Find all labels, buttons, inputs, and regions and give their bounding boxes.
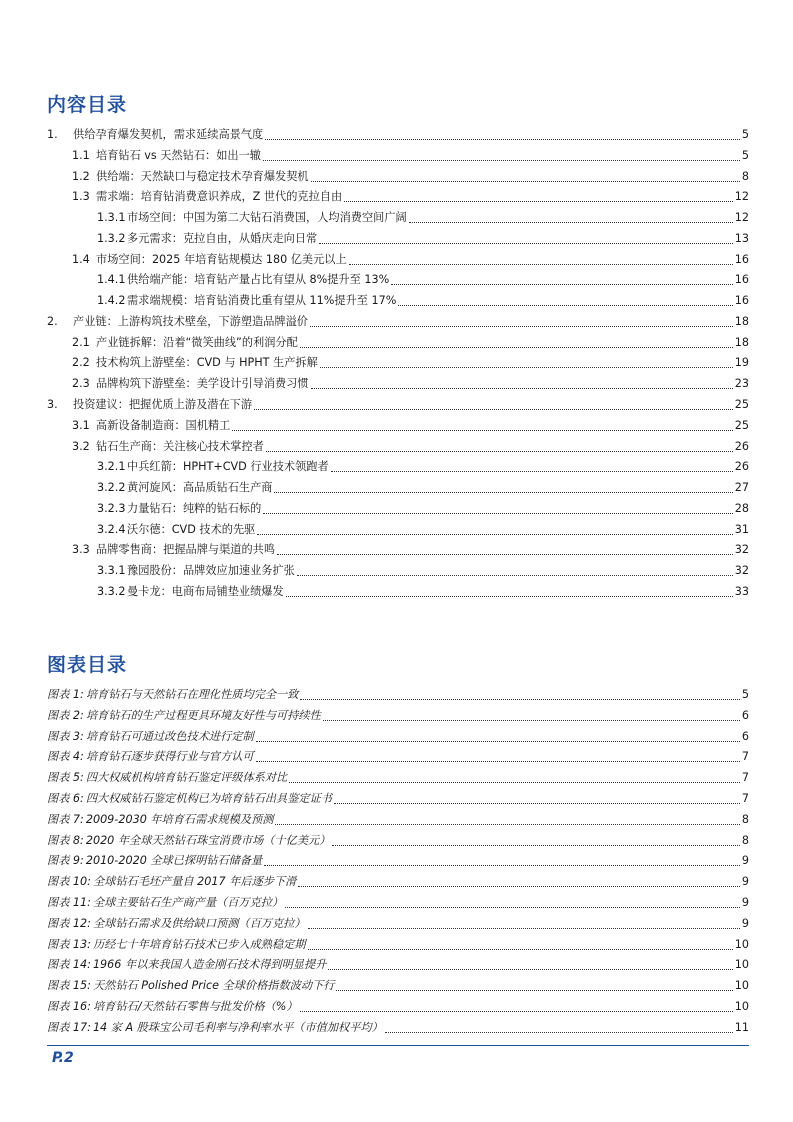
figure-entry-number: 图表 10: <box>47 875 91 889</box>
figure-entry-text: 2009-2030 年培育石需求规模及预测 <box>85 812 274 826</box>
figure-entry-number: 图表 2: <box>47 708 84 722</box>
figure-entry-page: 9 <box>741 896 749 909</box>
dot-leader <box>300 699 739 700</box>
dot-leader <box>308 949 733 950</box>
toc-entry-number: 1.4.1 <box>97 273 126 287</box>
dot-leader <box>311 181 740 182</box>
toc-entry[interactable] <box>72 376 749 392</box>
dot-leader <box>275 824 739 825</box>
figure-entry-text: 1966 年以来我国人造金刚石技术得到明显提升 <box>92 958 327 972</box>
toc-entry-number: 1.3.1 <box>97 211 126 225</box>
toc-entry-text: 黄河旋风：高品质钻石生产商 <box>127 481 273 495</box>
figure-entry-number: 图表 6: <box>47 792 84 805</box>
toc-entry-page: 23 <box>734 377 749 391</box>
dot-leader <box>274 492 732 493</box>
toc-entry[interactable] <box>72 355 749 371</box>
toc-entry-page: 12 <box>734 190 749 204</box>
toc-entry-text: 品牌零售商：把握品牌与渠道的共鸣 <box>96 543 276 557</box>
toc-entry[interactable] <box>97 501 749 517</box>
figure-entry-page: 6 <box>741 729 749 743</box>
figure-entry-number: 图表 8: <box>47 833 84 847</box>
figure-entry[interactable] <box>47 749 749 765</box>
figure-entry[interactable] <box>47 999 749 1015</box>
figure-entry-text: 历经七十年培育钻石技术已步入成熟稳定期 <box>92 937 306 951</box>
figure-entry[interactable] <box>47 853 749 869</box>
figure-entry-text: 14 家 A 股珠宝公司毛利率与净利率水平（市值加权平均） <box>92 1020 383 1034</box>
dot-leader <box>256 741 740 742</box>
figure-entry-text: 2020 年全球天然钻石珠宝消费市场（十亿美元） <box>85 833 331 847</box>
dot-leader <box>334 803 740 804</box>
figure-entry-number: 图表 11: <box>47 896 91 909</box>
dot-leader <box>298 886 740 887</box>
page-number: P.2 <box>52 1050 74 1066</box>
figure-entry-text: 培育钻石/天然钻石零售与批发价格（%） <box>92 1000 298 1013</box>
figure-entry-text: 培育钻石与天然钻石在理化性质均完全一致 <box>85 688 299 701</box>
toc-entry-number: 2.3 <box>72 377 90 391</box>
toc-entry-text: 市场空间：中国为第二大钻石消费国，人均消费空间广阔 <box>127 211 407 225</box>
dot-leader <box>266 451 733 452</box>
toc-entry-text: 曼卡龙：电商布局铺垫业绩爆发 <box>127 584 284 598</box>
figure-entry-number: 图表 5: <box>47 771 84 785</box>
toc-entry-number: 1.4 <box>72 252 90 266</box>
toc-entry-text: 中兵红箭：HPHT+CVD 行业技术领跑者 <box>127 460 329 474</box>
toc-entry-page: 26 <box>734 460 749 474</box>
dot-leader <box>320 367 733 368</box>
figure-entry-text: 四大权威机构培育钻石鉴定评级体系对比 <box>85 771 288 785</box>
dot-leader <box>344 201 733 202</box>
toc-entry-page: 26 <box>734 439 749 453</box>
toc-entry[interactable] <box>97 522 749 538</box>
toc-entry-page: 5 <box>741 148 749 162</box>
toc-entry[interactable] <box>72 418 749 434</box>
figure-entry-number: 图表 13: <box>47 937 91 951</box>
footer-divider <box>47 1045 749 1046</box>
toc-entry[interactable] <box>72 252 749 268</box>
dot-leader <box>285 907 740 908</box>
toc-entry-text: 豫园股份：品牌效应加速业务扩张 <box>127 564 295 578</box>
toc-entry-number: 3.3.2 <box>97 584 126 598</box>
toc-entry-page: 33 <box>734 584 749 598</box>
toc-entry[interactable] <box>72 542 749 558</box>
dot-leader <box>308 928 740 929</box>
toc-entry[interactable] <box>97 563 749 579</box>
toc-entry-text: 多元需求：克拉自由，从婚庆走向日常 <box>127 231 318 245</box>
toc-entry-text: 品牌构筑下游壁垒：美学设计引导消费习惯 <box>96 377 309 391</box>
toc-entry[interactable] <box>97 480 749 496</box>
toc-entry-number: 3. <box>47 398 58 411</box>
toc-entry-page: 25 <box>734 398 749 411</box>
figure-entry-text: 培育钻石的生产过程更具环境友好性与可持续性 <box>85 708 321 722</box>
dot-leader <box>328 969 732 970</box>
toc-entry-number: 1.3.2 <box>97 231 126 245</box>
dot-leader <box>332 845 739 846</box>
toc-entry-number: 3.3.1 <box>97 564 126 578</box>
toc-entry-text: 市场空间：2025 年培育钻规模达 180 亿美元以上 <box>96 252 347 266</box>
figure-entry-number: 图表 9: <box>47 854 84 868</box>
toc-entry-number: 2.1 <box>72 335 90 349</box>
toc-entry-text: 沃尔德：CVD 技术的先驱 <box>127 522 256 536</box>
dot-leader <box>257 534 732 535</box>
figure-entry-text: 2010-2020 全球已探明钻石储备量 <box>85 854 263 868</box>
dot-leader <box>391 284 732 285</box>
toc-entry-page: 5 <box>741 128 749 141</box>
figure-entry-text: 培育钻石逐步获得行业与官方认可 <box>85 750 254 764</box>
toc-entry-page: 32 <box>734 543 749 557</box>
figure-entry-number: 图表 15: <box>47 979 91 993</box>
figure-entry-number: 图表 7: <box>47 812 84 826</box>
toc-entry-text: 培育钻石 vs 天然钻石：如出一辙 <box>96 148 262 162</box>
toc-entry-number: 1.2 <box>72 169 90 183</box>
toc-entry-number: 3.2.1 <box>97 460 126 474</box>
dot-leader <box>263 513 732 514</box>
figure-entry[interactable] <box>47 687 749 703</box>
figure-entry[interactable] <box>47 791 749 807</box>
figure-entry-page: 7 <box>741 771 749 785</box>
dot-leader <box>331 471 733 472</box>
toc-entry[interactable] <box>97 210 749 226</box>
toc-entry-page: 18 <box>734 314 749 328</box>
figure-entry-number: 图表 1: <box>47 688 84 701</box>
toc-entry[interactable] <box>72 189 749 205</box>
figure-entry-text: 四大权威钻石鉴定机构已为培育钻石出具鉴定证书 <box>85 792 332 805</box>
dot-leader <box>263 160 740 161</box>
toc-entry-number: 3.2.4 <box>97 522 126 536</box>
figure-entry-page: 5 <box>741 688 749 701</box>
toc-entry[interactable] <box>97 584 749 600</box>
toc-entry[interactable] <box>47 314 749 330</box>
toc-entry-number: 1.1 <box>72 148 90 162</box>
dot-leader <box>297 575 733 576</box>
figure-entry-page: 10 <box>734 937 749 951</box>
figure-entry-text: 培育钻石可通过改色技术进行定制 <box>85 729 254 743</box>
toc-entry-text: 需求端规模：培育钻消费比重有望从 11%提升至 17% <box>127 294 397 308</box>
toc-entry-number: 3.1 <box>72 418 90 432</box>
toc-entry[interactable] <box>97 231 749 247</box>
toc-entry-text: 技术构筑上游壁垒：CVD 与 HPHT 生产拆解 <box>96 356 318 370</box>
toc-entry-page: 16 <box>734 273 749 287</box>
figure-entry-text: 全球主要钻石生产商产量（百万克拉） <box>92 896 284 909</box>
dot-leader <box>319 243 733 244</box>
toc-entry-page: 25 <box>734 418 749 432</box>
dot-leader <box>409 222 733 223</box>
figure-entry-page: 11 <box>734 1020 749 1034</box>
toc-entry-number: 1.3 <box>72 190 90 204</box>
toc-entry[interactable] <box>97 459 749 475</box>
figure-entry-number: 图表 12: <box>47 916 91 930</box>
figure-entry[interactable] <box>47 812 749 828</box>
toc-entry-text: 需求端：培育钻消费意识养成，Z 世代的克拉自由 <box>96 190 343 204</box>
toc-entry-text: 钻石生产商：关注核心技术掌控者 <box>96 439 264 453</box>
figure-list-title: 图表目录 <box>47 654 128 676</box>
dot-leader <box>264 865 740 866</box>
toc-entry-page: 28 <box>734 501 749 515</box>
toc-entry-text: 供给端：天然缺口与稳定技术孕育爆发契机 <box>96 169 309 183</box>
figure-entry-number: 图表 3: <box>47 729 84 743</box>
dot-leader <box>323 720 740 721</box>
dot-leader <box>277 554 733 555</box>
dot-leader <box>265 139 740 140</box>
figure-entry[interactable] <box>47 833 749 849</box>
figure-entry-number: 图表 14: <box>47 958 91 972</box>
figure-entry-page: 7 <box>741 750 749 764</box>
toc-entry-text: 产业链：上游构筑技术壁垒，下游塑造品牌溢价 <box>73 314 308 328</box>
toc-entry[interactable] <box>72 148 749 164</box>
toc-entry-number: 3.2.3 <box>97 501 126 515</box>
figure-entry-page: 9 <box>741 916 749 930</box>
toc-entry-number: 3.2.2 <box>97 481 126 495</box>
figure-entry-page: 9 <box>741 875 749 889</box>
toc-entry[interactable] <box>72 335 749 351</box>
dot-leader <box>336 990 732 991</box>
figure-entry[interactable] <box>47 978 749 994</box>
figure-entry-page: 10 <box>734 958 749 972</box>
figure-entry-page: 8 <box>741 812 749 826</box>
figure-entry[interactable] <box>47 957 749 973</box>
toc-entry-number: 3.3 <box>72 543 90 557</box>
figure-entry-page: 6 <box>741 708 749 722</box>
toc-entry[interactable] <box>97 293 749 309</box>
toc-entry-text: 供给孕育爆发契机，需求延续高景气度 <box>73 128 264 141</box>
toc-title: 内容目录 <box>47 94 128 116</box>
toc-entry-number: 2.2 <box>72 356 90 370</box>
toc-entry-number: 1.4.2 <box>97 294 126 308</box>
figure-entry-number: 图表 16: <box>47 1000 91 1013</box>
figure-entry-text: 天然钻石 Polished Price 全球价格指数波动下行 <box>92 979 335 993</box>
dot-leader <box>286 596 733 597</box>
dot-leader <box>385 1032 733 1033</box>
dot-leader <box>349 264 733 265</box>
toc-entry-page: 27 <box>734 481 749 495</box>
figure-entry[interactable] <box>47 729 749 745</box>
toc-entry-page: 8 <box>741 169 749 183</box>
toc-entry-page: 12 <box>734 211 749 225</box>
figure-entry-page: 8 <box>741 833 749 847</box>
toc-entry-text: 产业链拆解：沿着“微笑曲线”的利润分配 <box>96 335 298 349</box>
figure-entry[interactable] <box>47 708 749 724</box>
figure-entry[interactable] <box>47 1020 749 1036</box>
figure-entry-page: 9 <box>741 854 749 868</box>
toc-entry-number: 2. <box>47 314 58 328</box>
dot-leader <box>311 388 733 389</box>
toc-entry-page: 16 <box>734 294 749 308</box>
dot-leader <box>256 761 740 762</box>
dot-leader <box>254 409 733 410</box>
toc-entry-text: 力量钻石：纯粹的钻石标的 <box>127 501 262 515</box>
toc-entry[interactable] <box>72 169 749 185</box>
toc-entry-page: 13 <box>734 231 749 245</box>
toc-entry-number: 1. <box>47 128 58 141</box>
figure-entry[interactable] <box>47 770 749 786</box>
figure-entry-text: 全球钻石毛坯产量自 2017 年后逐步下滑 <box>92 875 297 889</box>
toc-entry-text: 投资建议：把握优质上游及潜在下游 <box>73 398 253 411</box>
figure-entry-page: 10 <box>734 1000 749 1013</box>
figure-entry-text: 全球钻石需求及供给缺口预测（百万克拉） <box>92 916 306 930</box>
figure-entry[interactable] <box>47 874 749 890</box>
figure-entry-page: 7 <box>741 792 749 805</box>
dot-leader <box>310 326 733 327</box>
toc-entry[interactable] <box>72 439 749 455</box>
figure-entry[interactable] <box>47 916 749 932</box>
toc-entry-text: 高新设备制造商：国机精工 <box>96 418 231 432</box>
toc-entry-number: 3.2 <box>72 439 90 453</box>
figure-entry[interactable] <box>47 937 749 953</box>
toc-entry[interactable] <box>47 127 749 143</box>
toc-entry-page: 16 <box>734 252 749 266</box>
figure-entry-page: 10 <box>734 979 749 993</box>
toc-entry[interactable] <box>47 397 749 413</box>
figure-entry-number: 图表 17: <box>47 1020 91 1034</box>
dot-leader <box>300 1011 733 1012</box>
toc-entry-page: 19 <box>734 356 749 370</box>
figure-entry[interactable] <box>47 895 749 911</box>
dot-leader <box>232 430 732 431</box>
toc-entry-page: 32 <box>734 564 749 578</box>
toc-entry-text: 供给端产能：培育钻产量占比有望从 8%提升至 13% <box>127 273 390 287</box>
toc-entry[interactable] <box>97 272 749 288</box>
dot-leader <box>398 305 732 306</box>
dot-leader <box>300 347 733 348</box>
toc-entry-page: 31 <box>734 522 749 536</box>
figure-entry-number: 图表 4: <box>47 750 84 764</box>
dot-leader <box>289 782 740 783</box>
toc-entry-page: 18 <box>734 335 749 349</box>
